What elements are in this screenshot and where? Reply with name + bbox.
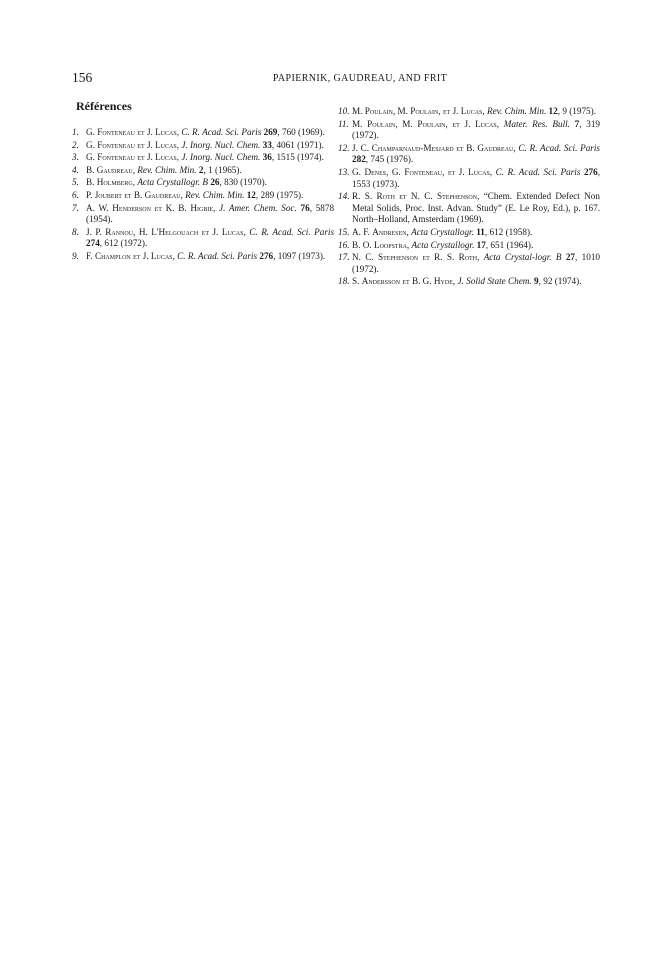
reference-text-part: 33 — [262, 139, 272, 150]
reference-number: 3. — [72, 152, 79, 163]
reference-text-part: Andersson et — [361, 276, 410, 287]
reference-text-part: Fonteneau et — [97, 139, 145, 150]
reference-text-part: J. P. — [86, 226, 106, 237]
reference-text-part: Denes — [364, 166, 387, 177]
reference-text-part: G. — [86, 139, 98, 150]
reference-text-part: , 289 (1975). — [255, 189, 304, 200]
reference-text-part: Gaudreau — [144, 189, 181, 200]
reference-text-part: 274 — [86, 238, 100, 249]
reference-text-part: Rev. Chim. Min. — [137, 164, 197, 175]
reference-text-part: G. — [86, 152, 98, 163]
reference-text-part: , 745 (1976). — [365, 154, 414, 165]
reference-item — [338, 252, 600, 275]
reference-number: 11. — [338, 118, 349, 129]
reference-text-part: et — [452, 118, 460, 129]
reference-item — [72, 203, 334, 226]
reference-text-part: 269 — [263, 127, 278, 137]
reference-text-part: Henderson et — [112, 202, 162, 213]
reference-item — [338, 240, 600, 252]
reference-text-part: et — [442, 106, 451, 116]
reference-text-part: 12 — [246, 189, 256, 200]
reference-text-part: , G. — [386, 166, 405, 177]
reference-text-part: , 830 (1970). — [219, 177, 267, 188]
reference-text-part: , — [132, 164, 138, 175]
reference-item — [72, 127, 334, 139]
reference-text-part: , — [445, 118, 453, 129]
reference-text-part: , — [406, 226, 412, 237]
reference-text-part: Holmberg — [96, 177, 133, 188]
reference-text-part: C. R. Acad. Sci. Paris — [518, 142, 600, 153]
reference-text-part: , — [213, 202, 220, 213]
reference-text-part: Acta Crystallogr. B — [137, 177, 209, 188]
running-head: PAPIERNIK, GAUDREAU, AND FRIT — [272, 73, 448, 84]
reference-text-part: Higbie — [190, 202, 214, 213]
reference-text-part: , “Chem. Extended Defect Non Metal Solids, Proc. Inst. Advan. Study” (E. Le Roy, Ed.), p. 167. North–Holland, Amsterdam (1969). — [352, 191, 600, 225]
reference-text-part: Poulain — [417, 118, 446, 129]
reference-text-part: Lucas — [221, 226, 244, 237]
reference-text-part: 9 — [534, 276, 539, 287]
reference-text-part: Poulain — [410, 106, 439, 116]
reference-text-part: Rannou — [105, 226, 134, 237]
reference-text-part: 282 — [352, 154, 366, 165]
reference-text-part: Fonteneau et — [97, 152, 145, 163]
reference-text-part: Gaudreau — [96, 164, 133, 175]
reference-text-part: N. C. — [352, 252, 379, 263]
reference-text-part: J. Solid State Chem. — [457, 276, 532, 287]
reference-text-part: B. — [131, 189, 145, 200]
reference-text-part: Acta Crystal-logr. B — [483, 252, 562, 263]
reference-item — [72, 227, 334, 250]
reference-text-part: , H. — [133, 226, 152, 237]
reference-text-part: Hyde — [433, 276, 453, 287]
reference-text-part: Lucas — [155, 139, 177, 150]
reference-text-part: Stephenson et — [378, 252, 430, 263]
reference-number: 14. — [338, 191, 350, 202]
reference-text-part: Acta Crystallogr. — [411, 239, 475, 250]
reference-text-part: , 1515 (1974). — [271, 152, 324, 163]
reference-text-part: , — [243, 226, 250, 237]
reference-text-part: J. C. — [352, 142, 372, 153]
reference-text-part: M. — [352, 118, 368, 129]
reference-text-part: Champlon et — [94, 250, 141, 261]
reference-text-part: , M. — [392, 106, 411, 116]
reference-text-part: , — [438, 106, 443, 116]
reference-text-part: J. — [140, 250, 151, 261]
reference-text-part: Fonteneau — [404, 166, 443, 177]
reference-text-part: , — [406, 239, 412, 250]
reference-item — [338, 119, 600, 142]
reference-text-part: , — [176, 152, 182, 163]
reference-text-part: , — [172, 250, 178, 261]
reference-text-part: A. F. — [352, 226, 373, 237]
reference-text-part: Roth — [458, 252, 478, 263]
reference-text-part: , 1097 (1973). — [273, 250, 326, 261]
reference-text-part: J. — [144, 152, 156, 163]
page-number: 156 — [72, 70, 93, 85]
reference-number: 2. — [72, 139, 79, 150]
reference-text-part: Acta Crystallogr. — [411, 226, 474, 237]
reference-number: 15. — [338, 226, 350, 237]
reference-text-part: K. B. — [161, 202, 191, 213]
reference-text-part: P. — [86, 189, 95, 200]
reference-text-part: , 92 (1974). — [538, 276, 582, 287]
reference-text-part: , 9 (1975). — [557, 106, 597, 116]
reference-text-part: , 760 (1969). — [277, 127, 325, 137]
reference-text-part: S. — [352, 276, 362, 287]
reference-text-part: R. S. — [352, 191, 377, 202]
reference-text-part: Lucas — [475, 118, 497, 129]
reference-text-part: , 1553 (1973). — [352, 166, 601, 189]
reference-text-part: 76 — [300, 202, 310, 213]
reference-text-part: , 651 (1964). — [485, 239, 534, 250]
reference-text-part: , — [496, 118, 504, 129]
reference-text-part: , — [132, 177, 138, 188]
reference-text-part: J. — [450, 106, 461, 116]
reference-item — [72, 177, 334, 189]
reference-text-part: , 612 (1972). — [99, 238, 148, 249]
reference-item — [72, 251, 334, 263]
references-column-right — [338, 106, 600, 289]
reference-text-part: 7 — [574, 118, 580, 129]
reference-text-part: A. W. — [86, 202, 113, 213]
reference-text-part: Poulain — [367, 118, 396, 129]
reference-text-part: B. — [86, 177, 97, 188]
reference-text-part: Roth et — [376, 191, 407, 202]
reference-item — [338, 167, 600, 190]
reference-text-part: J. — [459, 118, 476, 129]
reference-number: 7. — [72, 202, 79, 213]
reference-number: 1. — [72, 127, 79, 137]
reference-text-part: J. — [144, 127, 156, 137]
reference-item — [72, 190, 334, 202]
reference-text-part: C. R. Acad. Sci. Paris — [495, 166, 581, 177]
reference-item — [72, 152, 334, 164]
reference-text-part: G. — [86, 127, 98, 137]
reference-text-part: , M. — [395, 118, 418, 129]
reference-text-part: 2 — [198, 164, 204, 175]
reference-number: 16. — [338, 239, 350, 250]
reference-item — [338, 106, 600, 118]
reference-item — [338, 143, 600, 166]
reference-text-part: Poulain — [364, 106, 393, 116]
reference-text-part: et — [447, 166, 456, 177]
reference-text-part: Lucas — [460, 106, 483, 116]
reference-number: 8. — [72, 226, 79, 237]
reference-number: 9. — [72, 250, 79, 261]
reference-number: 18. — [338, 276, 350, 287]
reference-item — [338, 227, 600, 239]
reference-text-part: , 1 (1965). — [203, 164, 242, 175]
reference-text-part: 36 — [262, 152, 272, 163]
reference-text-part: Joubert et — [94, 189, 132, 200]
reference-text-part: , — [180, 189, 186, 200]
reference-text-part: Stephenson — [436, 191, 478, 202]
reference-text-part: B. — [463, 142, 478, 153]
reference-text-part: B. — [86, 164, 97, 175]
reference-text-part: L'Helgouach et — [151, 226, 209, 237]
reference-text-part: F. — [86, 250, 95, 261]
references-heading: Références — [76, 99, 132, 113]
reference-text-part: Rev. Chim. Min. — [185, 189, 245, 200]
reference-text-part: , — [176, 139, 182, 150]
reference-item — [338, 191, 600, 226]
reference-text-part: , — [482, 106, 487, 116]
reference-text-part: , 5878 (1954). — [86, 202, 335, 225]
reference-text-part: , — [513, 142, 519, 153]
reference-text-part: , — [477, 252, 484, 263]
reference-text-part: J. — [209, 226, 222, 237]
reference-text-part: Mater. Res. Bull. — [503, 118, 570, 129]
reference-text-part: , 612 (1958). — [484, 226, 533, 237]
reference-text-part: M. — [352, 106, 365, 116]
reference-text-part: , 4061 (1971). — [271, 139, 324, 150]
reference-text-part: B. O. — [352, 239, 374, 250]
reference-text-part: N. C. — [406, 191, 437, 202]
reference-text-part: R. S. — [429, 252, 459, 263]
reference-text-part: , — [452, 276, 458, 287]
reference-number: 4. — [72, 164, 79, 175]
reference-text-part: 17 — [476, 239, 486, 250]
reference-text-part: J. Inorg. Nucl. Chem. — [181, 139, 261, 150]
reference-text-part: Loopstra — [373, 239, 407, 250]
reference-item — [338, 276, 600, 288]
reference-text-part: C. R. Acad. Sci. Paris — [177, 250, 258, 261]
references-column-left — [72, 127, 334, 264]
reference-text-part: J. Amer. Chem. Soc. — [219, 202, 297, 213]
reference-text-part: Lucas — [468, 166, 490, 177]
reference-number: 6. — [72, 189, 79, 200]
reference-item — [72, 140, 334, 152]
reference-text-part: Gaudreau — [477, 142, 514, 153]
reference-text-part: 276 — [583, 166, 598, 177]
reference-text-part: G. — [352, 166, 365, 177]
reference-text-part: , 1010 (1972). — [352, 252, 601, 274]
reference-text-part: Andresen — [372, 226, 407, 237]
reference-text-part: , — [489, 166, 496, 177]
reference-number: 10. — [338, 106, 350, 116]
reference-text-part: J. Inorg. Nucl. Chem. — [181, 152, 261, 163]
reference-text-part: J. — [455, 166, 469, 177]
reference-number: 12. — [338, 142, 350, 153]
reference-number: 5. — [72, 177, 79, 188]
reference-text-part: 12 — [548, 106, 558, 116]
reference-item — [72, 165, 334, 177]
reference-text-part: Rev. Chim. Min. — [486, 106, 547, 116]
reference-text-part: 11 — [476, 226, 485, 237]
reference-text-part: , 319 (1972). — [352, 118, 601, 141]
reference-text-part: J. — [144, 139, 156, 150]
reference-text-part: C. R. Acad. Sci. Paris — [249, 226, 335, 237]
reference-text-part: C. R. Acad. Sci. Paris — [181, 127, 262, 137]
reference-text-part: Lucas — [150, 250, 173, 261]
reference-text-part: , — [442, 166, 448, 177]
reference-text-part: , — [176, 127, 182, 137]
reference-text-part: 276 — [259, 250, 274, 261]
reference-text-part: Lucas — [155, 127, 177, 137]
reference-text-part: Lucas — [155, 152, 177, 163]
reference-text-part: 26 — [210, 177, 220, 188]
reference-text-part: B. G. — [409, 276, 434, 287]
reference-text-part: Fonteneau et — [97, 127, 145, 137]
reference-text-part: Champarnaud-Mesjard et — [371, 142, 464, 153]
reference-text-part: 27 — [565, 252, 576, 263]
reference-number: 17. — [338, 252, 350, 263]
reference-number: 13. — [338, 166, 350, 177]
